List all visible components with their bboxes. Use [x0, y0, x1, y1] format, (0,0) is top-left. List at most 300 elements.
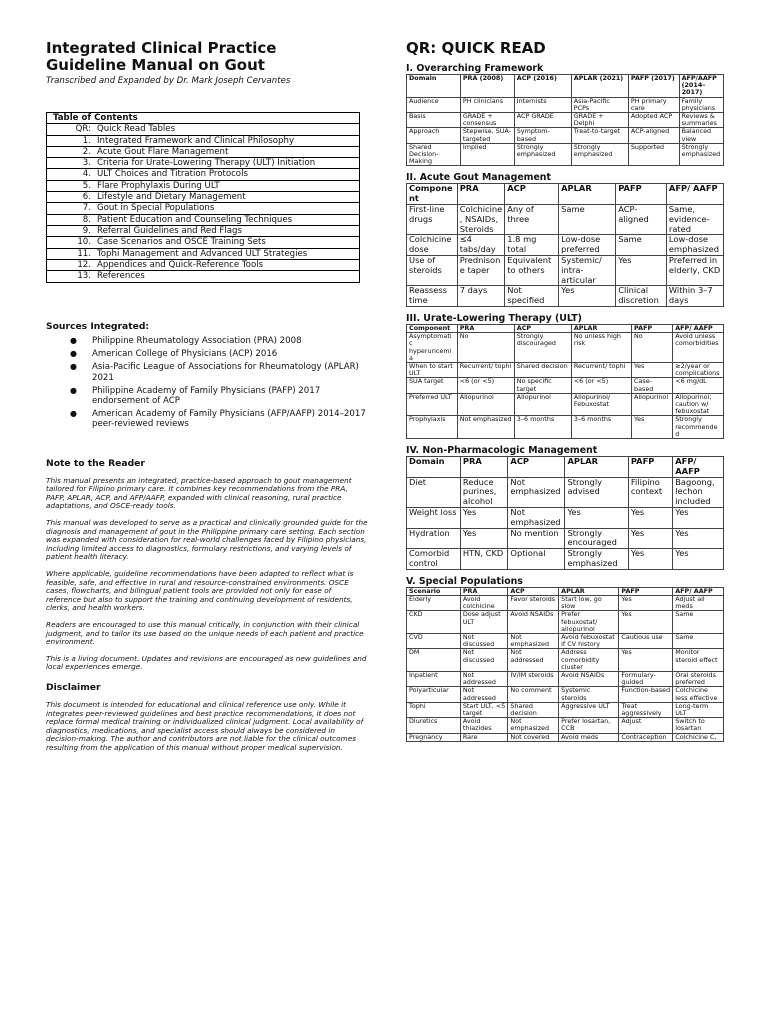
table-cell: Stepwise, SUA-targeted: [460, 128, 514, 143]
source-item-text: American Academy of Family Physicians (AFP/AAFP) 2014–2017 peer-reviewed reviews: [92, 408, 366, 430]
column-header: AFP/AAFP (2014–2017): [679, 75, 723, 98]
table-row: [407, 672, 724, 687]
column-header: AFP/ AAFP: [673, 325, 724, 333]
table-row: [407, 508, 724, 529]
table-row: [407, 363, 724, 378]
table-cell: Strongly recommended: [673, 416, 724, 439]
note-paragraph: This manual was developed to serve as a practical and clinically grounded guide for the diagnosis and management of gout in the Philippine primary care setting. Each section was expanded with consideration for real-world challenges faced by Filipino physicians, including limited access to diagnostics, formulary restrictions, and varying levels of patient health literacy.: [46, 518, 368, 562]
toc-item-label: Flare Prophylaxis During ULT: [97, 180, 220, 191]
quick-read-table: [406, 324, 724, 439]
table-row: [407, 528, 724, 549]
table-row: [407, 702, 724, 717]
table-cell: Reviews & summaries: [679, 113, 723, 128]
toc-item-label: Referral Guidelines and Red Flags: [97, 225, 242, 236]
table-cell: Formulary-guided: [619, 672, 673, 687]
table-cell: Yes: [628, 508, 672, 529]
table-cell: GRADE + consensus: [460, 113, 514, 128]
table-cell: Diuretics: [407, 718, 461, 733]
table-cell: No mention: [508, 528, 565, 549]
toc-item: [47, 169, 359, 180]
note-paragraph: This is a living document. Updates and revisions are encouraged as new guidelines and local experiences emerge.: [46, 653, 367, 672]
source-item: [46, 409, 368, 430]
table-cell: Yes: [619, 611, 673, 634]
table-row: [407, 97, 724, 112]
table-cell: Allopurinol/ Febuxostat: [571, 393, 631, 416]
table-cell: Avoid NSAIDs: [559, 672, 619, 687]
table-row: [407, 718, 724, 733]
table-row: [407, 205, 724, 235]
quick-read-table: [406, 74, 724, 166]
table-cell: Not covered: [508, 733, 559, 741]
quick-read-table: [406, 183, 724, 307]
quick-read-title: QR: QUICK READ: [406, 39, 546, 57]
toc-item-number: 1.: [82, 135, 91, 146]
source-item: [46, 362, 368, 383]
table-row: [407, 687, 724, 702]
table-cell: Avoid NSAIDs: [508, 611, 559, 634]
table-cell: Yes: [628, 528, 672, 549]
column-header: APLAR: [559, 587, 619, 595]
table-cell: Not discussed: [460, 634, 508, 649]
table-cell: Systemic/ intra-articular: [559, 256, 616, 286]
table-cell: GRADE + Delphi: [571, 113, 628, 128]
disclaimer-text: This document is intended for educational and clinical reference use only. While it integrates peer-reviewed guidelines and best practice recommendations, it does not replace formal medical training or individualized clinical judgment. Local availability of diagnostics, medications, and specialist access should always be considered in decision-making. The author and contributors are not liable for the clinical outcomes resulting from the application of this manual without proper medical supervision.: [46, 699, 364, 752]
table-cell: Avoid febuxostat if CV history: [559, 634, 619, 649]
column-header: Component: [407, 325, 458, 333]
table-row: [407, 333, 724, 363]
table-row: [407, 477, 724, 507]
table-cell: Start low, go slow: [559, 596, 619, 611]
table-cell: Not specified: [505, 286, 559, 307]
toc-item: [47, 237, 359, 248]
table-cell: Adopted ACP: [628, 113, 679, 128]
table-cell: Prefer losartan, CCB: [559, 718, 619, 733]
table-cell: Long-term ULT: [673, 702, 724, 717]
table-cell: Not addressed: [460, 672, 508, 687]
column-header: PAFP: [619, 587, 673, 595]
table-cell: SUA target: [407, 378, 458, 393]
table-cell: Yes: [460, 508, 508, 529]
toc-item-label: Tophi Management and Advanced ULT Strategies: [97, 248, 308, 259]
column-header: APLAR: [571, 325, 631, 333]
table-cell: Internists: [514, 97, 571, 112]
toc-item-label: References: [97, 271, 145, 282]
table-cell: 3–6 months: [514, 416, 571, 439]
disclaimer-heading: Disclaimer: [46, 681, 101, 693]
table-row: [407, 596, 724, 611]
table-cell: <6 (or <5): [457, 378, 514, 393]
column-header: Domain: [407, 457, 461, 478]
table-cell: Avoid meds: [559, 733, 619, 741]
toc-item-number: 6.: [82, 192, 91, 203]
table-cell: Hydration: [407, 528, 461, 549]
document-title: [46, 40, 368, 74]
table-cell: Inpatient: [407, 672, 461, 687]
table-cell: Strongly emphasized: [565, 549, 628, 570]
table-cell: Not discussed: [460, 649, 508, 672]
table-cell: No specific target: [514, 378, 571, 393]
table-cell: Systemic steroids: [559, 687, 619, 702]
table-cell: <6 (or <5): [571, 378, 631, 393]
column-header: ACP: [514, 325, 571, 333]
section-heading: III. Urate-Lowering Therapy (ULT): [406, 313, 582, 324]
document-subtitle: Transcribed and Expanded by Dr. Mark Joseph Cervantes: [46, 76, 291, 86]
table-cell: Avoid colchicine: [460, 596, 508, 611]
table-cell: Preferred in elderly, CKD: [666, 256, 723, 286]
note-paragraph: Readers are encouraged to use this manual critically, in conjunction with their clinical judgment, and to tailor its use based on the unique needs of each patient and practice environment.: [46, 620, 364, 647]
table-header-row: [407, 184, 724, 205]
note-paragraph: This manual presents an integrated, practice-based approach to gout management tailored for Filipino primary care. It combines key recommendations from the PRA, PAFP, APLAR, ACP, and AFP/AAFP, expanded with clinical reasoning, rural practice adaptations, and OSCE-ready tools.: [46, 475, 352, 511]
section-heading: II. Acute Gout Management: [406, 172, 551, 184]
table-cell: Monitor steroid effect: [673, 649, 724, 672]
table-cell: Optional: [508, 549, 565, 570]
table-cell: Not emphasized: [508, 718, 559, 733]
column-header: PAFP: [628, 457, 672, 478]
source-item: [46, 349, 368, 359]
table-cell: HTN, CKD: [460, 549, 508, 570]
section-heading: I. Overarching Framework: [406, 63, 544, 74]
toc-item: [47, 192, 359, 203]
table-cell: Strongly emphasized: [514, 143, 571, 166]
table-cell: Asia-Pacific PCPs: [571, 97, 628, 112]
table-row: [407, 235, 724, 256]
table-header-row: [407, 587, 724, 595]
table-cell: ACP-aligned: [616, 205, 667, 235]
table-cell: PH primary care: [628, 97, 679, 112]
table-cell: Adjust: [619, 718, 673, 733]
toc-item: [47, 136, 359, 147]
table-cell: Diet: [407, 477, 461, 507]
toc-item-number: 11.: [77, 248, 91, 259]
table-cell: Yes: [673, 528, 724, 549]
toc-item: [47, 215, 359, 226]
table-cell: Approach: [407, 128, 461, 143]
table-row: [407, 549, 724, 570]
column-header: ACP (2016): [514, 75, 571, 98]
toc-item-number: 7.: [82, 203, 91, 214]
sources-section: [46, 321, 368, 429]
toc-item-label: Case Scenarios and OSCE Training Sets: [97, 237, 266, 248]
table-cell: Yes: [632, 363, 673, 378]
table-cell: Balanced view: [679, 128, 723, 143]
table-cell: Shared decision: [508, 702, 559, 717]
column-header: AFP/ AAFP: [666, 184, 723, 205]
table-cell: Recurrent/ tophi: [571, 363, 631, 378]
table-of-contents: [46, 112, 360, 283]
table-cell: Filipino context: [628, 477, 672, 507]
table-cell: Strongly discouraged: [514, 333, 571, 363]
table-cell: Use of steroids: [407, 256, 458, 286]
bullet-icon: ●: [70, 385, 77, 395]
toc-item-number: 12.: [77, 259, 91, 270]
toc-item-number: 9.: [82, 225, 91, 236]
column-header: AFP/ AAFP: [673, 587, 724, 595]
table-cell: Same: [559, 205, 616, 235]
table-cell: Adjust all meds: [673, 596, 724, 611]
table-header-row: [407, 75, 724, 98]
table-cell: Strongly emphasized: [571, 143, 628, 166]
table-cell: Strongly emphasized: [679, 143, 723, 166]
toc-item: [47, 124, 359, 135]
table-cell: 7 days: [457, 286, 505, 307]
table-cell: Contraception: [619, 733, 673, 741]
table-cell: Dose adjust ULT: [460, 611, 508, 634]
table-cell: Same: [616, 235, 667, 256]
column-header: PAFP: [616, 184, 667, 205]
table-row: [407, 113, 724, 128]
table-cell: Supported: [628, 143, 679, 166]
table-cell: Same: [673, 634, 724, 649]
source-item: [46, 386, 368, 407]
table-cell: Tophi: [407, 702, 461, 717]
table-cell: CKD: [407, 611, 461, 634]
column-header: PRA (2008): [460, 75, 514, 98]
toc-heading: Table of Contents: [47, 113, 359, 124]
quick-read-table: [406, 456, 724, 570]
table-cell: When to start ULT: [407, 363, 458, 378]
table-cell: Polyarticular: [407, 687, 461, 702]
table-cell: Yes: [619, 596, 673, 611]
toc-item-number: 10.: [77, 237, 91, 248]
table-cell: Yes: [565, 508, 628, 529]
table-cell: No unless high risk: [571, 333, 631, 363]
column-header: APLAR: [565, 457, 628, 478]
table-cell: Recurrent/ tophi: [457, 363, 514, 378]
table-cell: Same, evidence-rated: [666, 205, 723, 235]
table-cell: Low-dose emphasized: [666, 235, 723, 256]
table-cell: DM: [407, 649, 461, 672]
table-cell: Start ULT, <5 target: [460, 702, 508, 717]
table-cell: Yes: [619, 649, 673, 672]
table-row: [407, 649, 724, 672]
sources-list: [46, 336, 368, 429]
table-cell: Prefer febuxostat/ allopurinol: [559, 611, 619, 634]
toc-item-number: 13.: [77, 271, 91, 282]
table-cell: Switch to losartan: [673, 718, 724, 733]
table-cell: Not emphasized: [508, 477, 565, 507]
table-cell: Allopurinol; caution w/ febuxostat: [673, 393, 724, 416]
table-cell: Yes: [673, 508, 724, 529]
table-cell: First-line drugs: [407, 205, 458, 235]
table-cell: No: [457, 333, 514, 363]
toc-item: [47, 203, 359, 214]
table-cell: Yes: [559, 286, 616, 307]
table-cell: Shared decision: [514, 363, 571, 378]
source-item-text: Philippine Academy of Family Physicians (PAFP) 2017 endorsement of ACP: [92, 385, 321, 406]
table-cell: Allopurinol: [632, 393, 673, 416]
table-row: [407, 143, 724, 166]
table-cell: Colchicine less effective: [673, 687, 724, 702]
toc-item: [47, 249, 359, 260]
table-cell: Basis: [407, 113, 461, 128]
column-header: Domain: [407, 75, 461, 98]
table-cell: Avoid thiazides: [460, 718, 508, 733]
table-cell: Address comorbidity cluster: [559, 649, 619, 672]
table-cell: Case-based: [632, 378, 673, 393]
table-cell: Function-based: [619, 687, 673, 702]
column-header: ACP: [508, 457, 565, 478]
table-cell: ACP GRADE: [514, 113, 571, 128]
table-row: [407, 416, 724, 439]
column-header: PRA: [457, 184, 505, 205]
sources-heading: Sources Integrated:: [46, 321, 150, 333]
quick-read-table: [406, 587, 724, 742]
column-header: PAFP (2017): [628, 75, 679, 98]
table-cell: Colchicine C,: [673, 733, 724, 741]
table-row: [407, 128, 724, 143]
table-cell: Treat aggressively: [619, 702, 673, 717]
toc-item: [47, 147, 359, 158]
right-column: [406, 40, 724, 742]
toc-item-number: 4.: [82, 169, 91, 180]
table-cell: Equivalent to others: [505, 256, 559, 286]
left-column: [46, 40, 368, 753]
bullet-icon: ●: [70, 336, 77, 346]
column-header: APLAR: [559, 184, 616, 205]
note-paragraph: Where applicable, guideline recommendations have been adapted to reflect what is feasible, safe, and effective in rural and resource-constrained environments. OSCE cases, flowcharts, and bilingual patient tools are provided not only for ease of reference but also to support the training and continuing development of residents, clerks, and health workers.: [46, 569, 354, 613]
column-header: Component: [407, 184, 458, 205]
toc-item-number: 2.: [82, 146, 91, 157]
table-header-row: [407, 457, 724, 478]
table-cell: Strongly advised: [565, 477, 628, 507]
table-cell: Colchicine, NSAIDs, Steroids: [457, 205, 505, 235]
column-header: ACP: [505, 184, 559, 205]
table-cell: Prophylaxis: [407, 416, 458, 439]
column-header: PAFP: [632, 325, 673, 333]
table-cell: Clinical discretion: [616, 286, 667, 307]
source-item: [46, 336, 368, 346]
table-cell: Pregnancy: [407, 733, 461, 741]
table-cell: ≥2/year or complications: [673, 363, 724, 378]
table-cell: Reduce purines, alcohol: [460, 477, 508, 507]
table-cell: Rare: [460, 733, 508, 741]
table-cell: Prednisone taper: [457, 256, 505, 286]
table-cell: Colchicine dose: [407, 235, 458, 256]
toc-item-label: Lifestyle and Dietary Management: [97, 192, 246, 203]
column-header: PRA: [457, 325, 514, 333]
table-cell: Low-dose preferred: [559, 235, 616, 256]
table-cell: Avoid unless comorbidities: [673, 333, 724, 363]
toc-item-label: ULT Choices and Titration Protocols: [97, 169, 248, 180]
table-cell: Comorbid control: [407, 549, 461, 570]
column-header: Scenario: [407, 587, 461, 595]
table-cell: Yes: [628, 549, 672, 570]
table-cell: Oral steroids preferred: [673, 672, 724, 687]
table-cell: Asymptomatic hyperuricemia: [407, 333, 458, 363]
table-cell: No: [632, 333, 673, 363]
section-heading: V. Special Populations: [406, 575, 523, 587]
source-item-text: Asia-Pacific League of Associations for Rheumatology (APLAR) 2021: [92, 362, 359, 383]
toc-item: [47, 226, 359, 237]
table-cell: No comment: [508, 687, 559, 702]
table-cell: Allopurinol: [457, 393, 514, 416]
table-cell: Yes: [460, 528, 508, 549]
table-cell: Symptom-based: [514, 128, 571, 143]
toc-item-label: Quick Read Tables: [97, 124, 176, 135]
note-heading: Note to the Reader: [46, 457, 145, 469]
toc-item-number: 8.: [82, 214, 91, 225]
bullet-icon: ●: [70, 408, 77, 418]
table-cell: Yes: [616, 256, 667, 286]
table-cell: Not emphasized: [508, 634, 559, 649]
table-row: [407, 611, 724, 634]
toc-item-label: Acute Gout Flare Management: [97, 146, 229, 157]
column-header: AFP/ AAFP: [673, 457, 724, 478]
table-cell: CVD: [407, 634, 461, 649]
table-cell: Cautious use: [619, 634, 673, 649]
table-cell: Strongly encouraged: [565, 528, 628, 549]
source-item-text: American College of Physicians (ACP) 2016: [92, 349, 278, 360]
table-cell: Shared Decision-Making: [407, 143, 461, 166]
table-row: [407, 733, 724, 741]
toc-item-label: Criteria for Urate-Lowering Therapy (ULT) Initiation: [97, 158, 316, 169]
toc-item-number: 5.: [82, 180, 91, 191]
table-row: [407, 286, 724, 307]
table-cell: 1.8 mg total: [505, 235, 559, 256]
column-header: ACP: [508, 587, 559, 595]
table-cell: Yes: [673, 549, 724, 570]
table-cell: 3–6 months: [571, 416, 631, 439]
table-cell: <6 mg/dL: [673, 378, 724, 393]
toc-item-number: 3.: [82, 158, 91, 169]
table-cell: Yes: [632, 416, 673, 439]
table-cell: Not addressed: [508, 649, 559, 672]
toc-item-number: QR:: [75, 124, 91, 135]
toc-item: [47, 181, 359, 192]
title-line-2: Guideline Manual on Gout: [46, 56, 265, 74]
table-row: [407, 634, 724, 649]
table-cell: Aggressive ULT: [559, 702, 619, 717]
table-cell: Elderly: [407, 596, 461, 611]
toc-item-label: Patient Education and Counseling Techniques: [97, 214, 293, 225]
table-cell: PH clinicians: [460, 97, 514, 112]
bullet-icon: ●: [70, 349, 77, 359]
table-row: [407, 256, 724, 286]
column-header: PRA: [460, 587, 508, 595]
table-cell: ACP-aligned: [628, 128, 679, 143]
table-cell: Family physicians: [679, 97, 723, 112]
column-header: PRA: [460, 457, 508, 478]
table-cell: ≤4 tabs/day: [457, 235, 505, 256]
table-cell: Within 3–7 days: [666, 286, 723, 307]
section-heading: IV. Non-Pharmacologic Management: [406, 445, 598, 457]
table-cell: Any of three: [505, 205, 559, 235]
source-item-text: Philippine Rheumatology Association (PRA) 2008: [92, 336, 302, 347]
table-cell: Implied: [460, 143, 514, 166]
toc-item-label: Gout in Special Populations: [97, 203, 215, 214]
table-cell: Treat-to-target: [571, 128, 628, 143]
table-cell: Allopurinol: [514, 393, 571, 416]
table-cell: Bagoong, lechon included: [673, 477, 724, 507]
table-cell: Not addressed: [460, 687, 508, 702]
toc-item: [47, 260, 359, 271]
column-header: APLAR (2021): [571, 75, 628, 98]
table-cell: Favor steroids: [508, 596, 559, 611]
table-cell: Not emphasized: [508, 508, 565, 529]
table-cell: Preferred ULT: [407, 393, 458, 416]
toc-item-label: Appendices and Quick-Reference Tools: [97, 259, 264, 270]
table-row: [407, 393, 724, 416]
table-row: [407, 378, 724, 393]
toc-item-label: Integrated Framework and Clinical Philosophy: [97, 135, 295, 146]
table-cell: Weight loss: [407, 508, 461, 529]
bullet-icon: ●: [70, 362, 77, 372]
toc-item: [47, 158, 359, 169]
table-cell: Audience: [407, 97, 461, 112]
title-line-1: Integrated Clinical Practice: [46, 39, 277, 57]
table-cell: IV/IM steroids: [508, 672, 559, 687]
note-body: [46, 477, 368, 672]
